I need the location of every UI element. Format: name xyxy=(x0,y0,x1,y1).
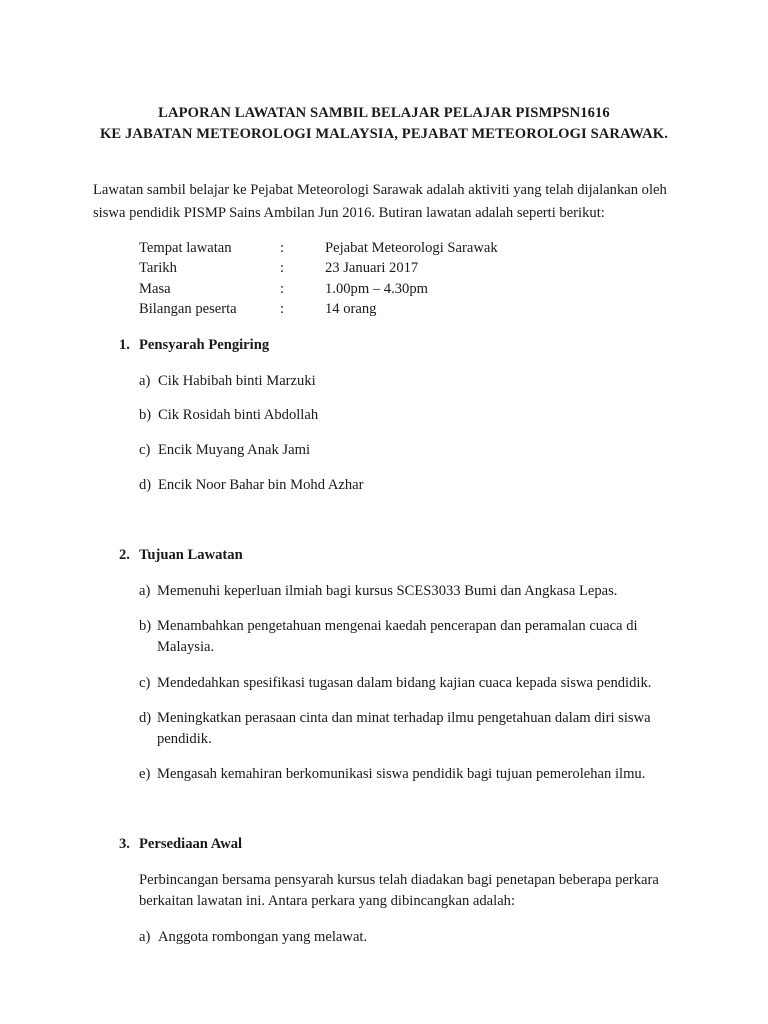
list-marker: b) xyxy=(139,618,152,634)
detail-label: Bilangan peserta xyxy=(139,301,237,317)
list-marker: d) xyxy=(139,710,152,726)
detail-separator: : xyxy=(280,301,285,317)
section-number: 2. xyxy=(119,547,130,563)
list-marker: e) xyxy=(139,766,151,782)
report-title-line2: KE JABATAN METEOROLOGI MALAYSIA, PEJABAT METEOROLOGI SARAWAK. xyxy=(99,126,669,142)
section-number: 3. xyxy=(119,836,130,852)
list-item: Menambahkan pengetahuan mengenai kaedah pencerapan dan peramalan cuaca di xyxy=(157,618,638,634)
list-item: Mengasah kemahiran berkomunikasi siswa pendidik bagi tujuan pemerolehan ilmu. xyxy=(157,766,646,782)
list-item: Cik Habibah binti Marzuki xyxy=(158,373,316,389)
list-item: Encik Noor Bahar bin Mohd Azhar xyxy=(158,477,364,493)
detail-label: Masa xyxy=(139,281,171,297)
section-paragraph-line1: Perbincangan bersama pensyarah kursus telah diadakan bagi penetapan beberapa perkara xyxy=(139,872,659,888)
list-item: Cik Rosidah binti Abdollah xyxy=(158,407,319,423)
detail-value: Pejabat Meteorologi Sarawak xyxy=(325,240,498,256)
intro-paragraph-line2: siswa pendidik PISMP Sains Ambilan Jun 2016. Butiran lawatan adalah seperti berikut: xyxy=(93,205,605,221)
list-marker: a) xyxy=(139,583,151,599)
section-heading: Tujuan Lawatan xyxy=(139,547,243,563)
list-marker: a) xyxy=(139,929,151,945)
section-paragraph-line2: berkaitan lawatan ini. Antara perkara yang dibincangkan adalah: xyxy=(139,893,516,909)
section-heading: Persediaan Awal xyxy=(139,836,243,852)
section-number: 1. xyxy=(119,337,130,353)
list-item: Encik Muyang Anak Jami xyxy=(158,442,310,458)
detail-separator: : xyxy=(280,281,285,297)
list-item: Mendedahkan spesifikasi tugasan dalam bidang kajian cuaca kepada siswa pendidik. xyxy=(157,675,652,691)
list-item: Memenuhi keperluan ilmiah bagi kursus SCES3033 Bumi dan Angkasa Lepas. xyxy=(157,583,618,599)
detail-separator: : xyxy=(280,260,285,276)
detail-separator: : xyxy=(280,240,285,256)
list-marker: c) xyxy=(139,675,151,691)
detail-value: 23 Januari 2017 xyxy=(325,260,419,276)
section-heading: Pensyarah Pengiring xyxy=(139,337,270,353)
list-item-continuation: Malaysia. xyxy=(157,639,215,655)
detail-value: 1.00pm – 4.30pm xyxy=(325,281,428,297)
list-marker: d) xyxy=(139,477,152,493)
list-marker: c) xyxy=(139,442,151,458)
list-item-continuation: pendidik. xyxy=(157,731,212,747)
report-title-line1: LAPORAN LAWATAN SAMBIL BELAJAR PELAJAR PISMPSN1616 xyxy=(158,105,610,121)
intro-paragraph-line1: Lawatan sambil belajar ke Pejabat Meteorologi Sarawak adalah aktiviti yang telah dijalankan oleh xyxy=(93,182,667,198)
list-marker: b) xyxy=(139,407,152,423)
list-marker: a) xyxy=(139,373,151,389)
detail-value: 14 orang xyxy=(325,301,377,317)
detail-label: Tempat lawatan xyxy=(139,240,232,256)
detail-label: Tarikh xyxy=(139,260,177,276)
list-item: Anggota rombongan yang melawat. xyxy=(158,929,368,945)
list-item: Meningkatkan perasaan cinta dan minat terhadap ilmu pengetahuan dalam diri siswa xyxy=(157,710,651,726)
